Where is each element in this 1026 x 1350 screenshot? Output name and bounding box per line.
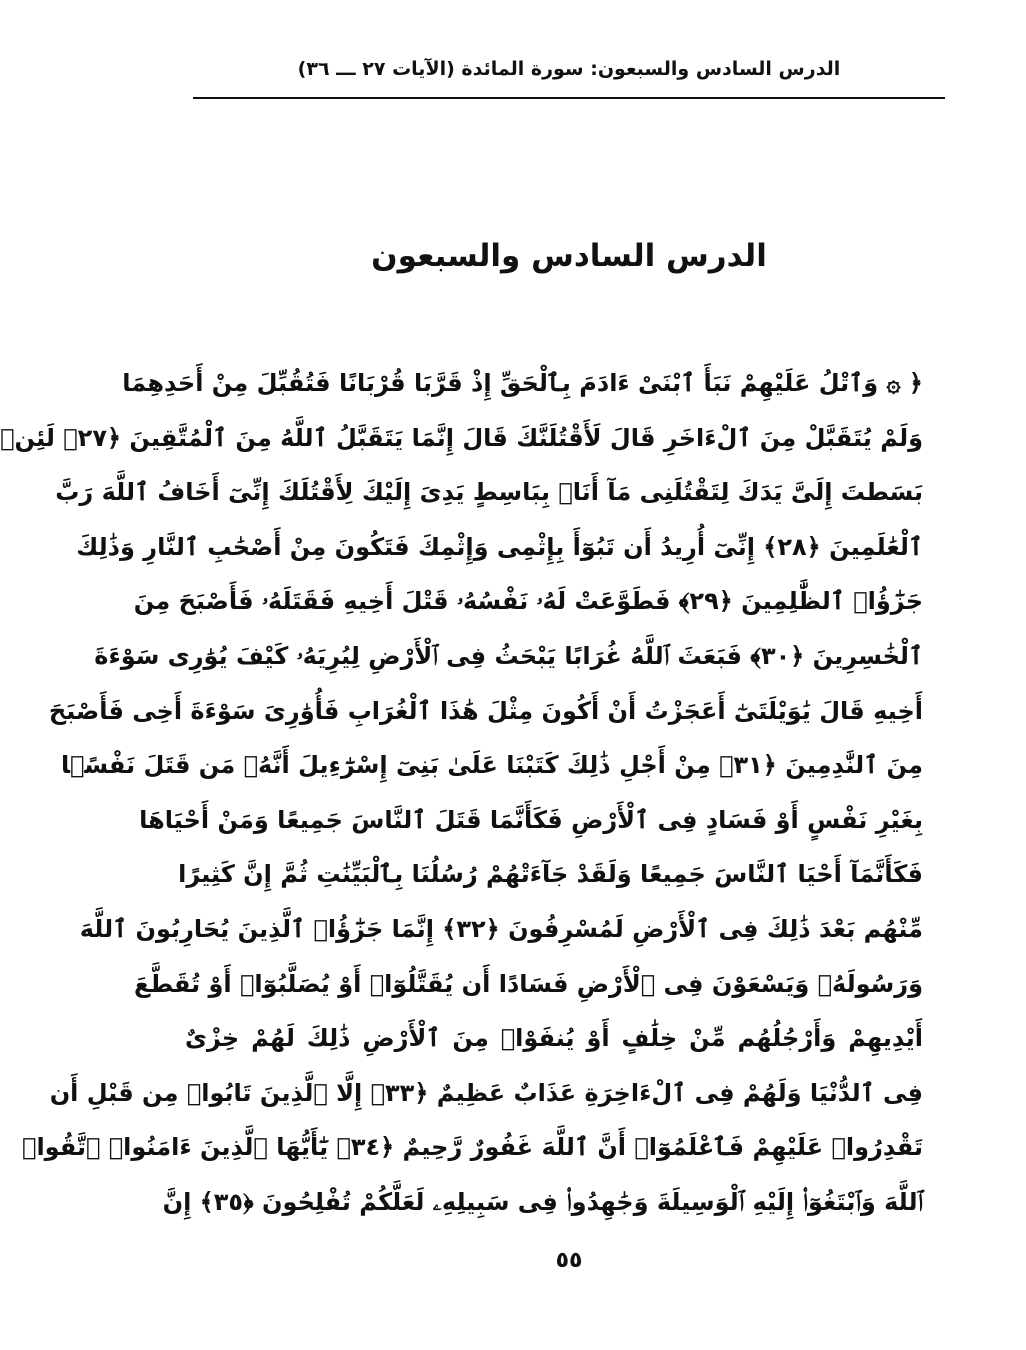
verse-line: ﴿ ۞ وَٱتْلُ عَلَيْهِمْ نَبَأَ ٱبْنَىْ ءَادَمَ بِٱلْحَقِّ إِذْ قَرَّبَا قُرْبَانًا فَتُقُبِّلَ مِنْ أَحَدِهِمَا: [122, 369, 923, 397]
verse-line: أَيْدِيهِمْ وَأَرْجُلُهُم مِّنْ خِلَٰفٍ أَوْ يُنفَوْا۟ مِنَ ٱلْأَرْضِ ذَٰلِكَ لَهُمْ خِزْىٌ: [185, 1024, 923, 1053]
verse-line: مِنَ ٱلنَّٰدِمِينَ ﴿٣١﴾ مِنْ أَجْلِ ذَٰلِكَ كَتَبْنَا عَلَىٰ بَنِىٓ إِسْرَٰٓءِيلَ أَنَّهُۥ مَن قَتَلَ نَفْسًۢا: [61, 751, 923, 780]
verse-line: فِى ٱلدُّنْيَا وَلَهُمْ فِى ٱلْءَاخِرَةِ عَذَابٌ عَظِيمٌ ﴿٣٣﴾ إِلَّا ٱلَّذِينَ تَابُوا۟ مِن قَبْلِ أَن: [49, 1078, 923, 1107]
quran-verses: [0, 356, 923, 1230]
verse-line: ٱلْعَٰلَمِينَ ﴿٢٨﴾ إِنِّىٓ أُرِيدُ أَن تَبُوٓأَ بِإِثْمِى وَإِثْمِكَ فَتَكُونَ مِنْ أَصْحَٰبِ ٱلنَّارِ وَذَٰلِكَ: [76, 532, 923, 561]
page-number: ٥٥: [555, 1248, 583, 1273]
lesson-title: الدرس السادس والسبعون: [371, 238, 767, 274]
verse-line: وَلَمْ يُتَقَبَّلْ مِنَ ٱلْءَاخَرِ قَالَ لَأَقْتُلَنَّكَ قَالَ إِنَّمَا يَتَقَبَّلُ ٱللَّهُ مِنَ ٱلْمُتَّقِينَ ﴿٢٧﴾ لَئِنۢ: [0, 423, 923, 452]
verse-line: بِغَيْرِ نَفْسٍ أَوْ فَسَادٍ فِى ٱلْأَرْضِ فَكَأَنَّمَا قَتَلَ ٱلنَّاسَ جَمِيعًا وَمَنْ أَحْيَاهَا: [139, 805, 923, 834]
verse-line: تَقْدِرُوا۟ عَلَيْهِمْ فَٱعْلَمُوٓا۟ أَنَّ ٱللَّهَ غَفُورٌ رَّحِيمٌ ﴿٣٤﴾ يَٰٓأَيُّهَا ٱلَّذِينَ ءَامَنُوا۟ ٱتَّقُوا۟: [22, 1133, 923, 1162]
verse-line: ٱلْخَٰسِرِينَ ﴿٣٠﴾ فَبَعَثَ ٱللَّهُ غُرَابًا يَبْحَثُ فِى ٱلْأَرْضِ لِيُرِيَهُۥ كَيْفَ يُوَٰرِى سَوْءَةَ: [94, 641, 923, 670]
verse-line: فَكَأَنَّمَآ أَحْيَا ٱلنَّاسَ جَمِيعًا وَلَقَدْ جَآءَتْهُمْ رُسُلُنَا بِٱلْبَيِّنَٰتِ ثُمَّ إِنَّ كَثِيرًا: [178, 860, 923, 889]
verse-line: أَخِيهِ قَالَ يَٰوَيْلَتَىٰٓ أَعَجَزْتُ أَنْ أَكُونَ مِثْلَ هَٰذَا ٱلْغُرَابِ فَأُوَٰرِىَ سَوْءَةَ أَخِى فَأَصْبَحَ: [48, 696, 923, 725]
running-header: الدرس السادس والسبعون: سورة المائدة (الآيات ٢٧ ـــ ٣٦): [297, 58, 841, 80]
header-divider: [193, 97, 945, 99]
verse-line: جَزَٰٓؤُا۟ ٱلظَّٰلِمِينَ ﴿٢٩﴾ فَطَوَّعَتْ لَهُۥ نَفْسُهُۥ قَتْلَ أَخِيهِ فَقَتَلَهُۥ فَأَصْبَحَ مِنَ: [133, 587, 923, 616]
verse-line: وَرَسُولَهُۥ وَيَسْعَوْنَ فِى ٱلْأَرْضِ فَسَادًا أَن يُقَتَّلُوٓا۟ أَوْ يُصَلَّبُوٓا۟ أَوْ تُقَطَّعَ: [134, 969, 923, 998]
verse-line: ٱللَّهَ وَٱبْتَغُوٓا۟ إِلَيْهِ ٱلْوَسِيلَةَ وَجَٰهِدُوا۟ فِى سَبِيلِهِۦ لَعَلَّكُمْ تُفْلِحُونَ ﴿٣٥﴾ إِنَّ: [162, 1187, 923, 1216]
verse-line: بَسَطتَ إِلَىَّ يَدَكَ لِتَقْتُلَنِى مَآ أَنَا۠ بِبَاسِطٍ يَدِىَ إِلَيْكَ لِأَقْتُلَكَ إِنِّىٓ أَخَافُ ٱللَّهَ رَبَّ: [55, 478, 923, 507]
verse-line: مِّنْهُم بَعْدَ ذَٰلِكَ فِى ٱلْأَرْضِ لَمُسْرِفُونَ ﴿٣٢﴾ إِنَّمَا جَزَٰٓؤُا۟ ٱلَّذِينَ يُحَارِبُونَ ٱللَّهَ: [79, 914, 923, 943]
